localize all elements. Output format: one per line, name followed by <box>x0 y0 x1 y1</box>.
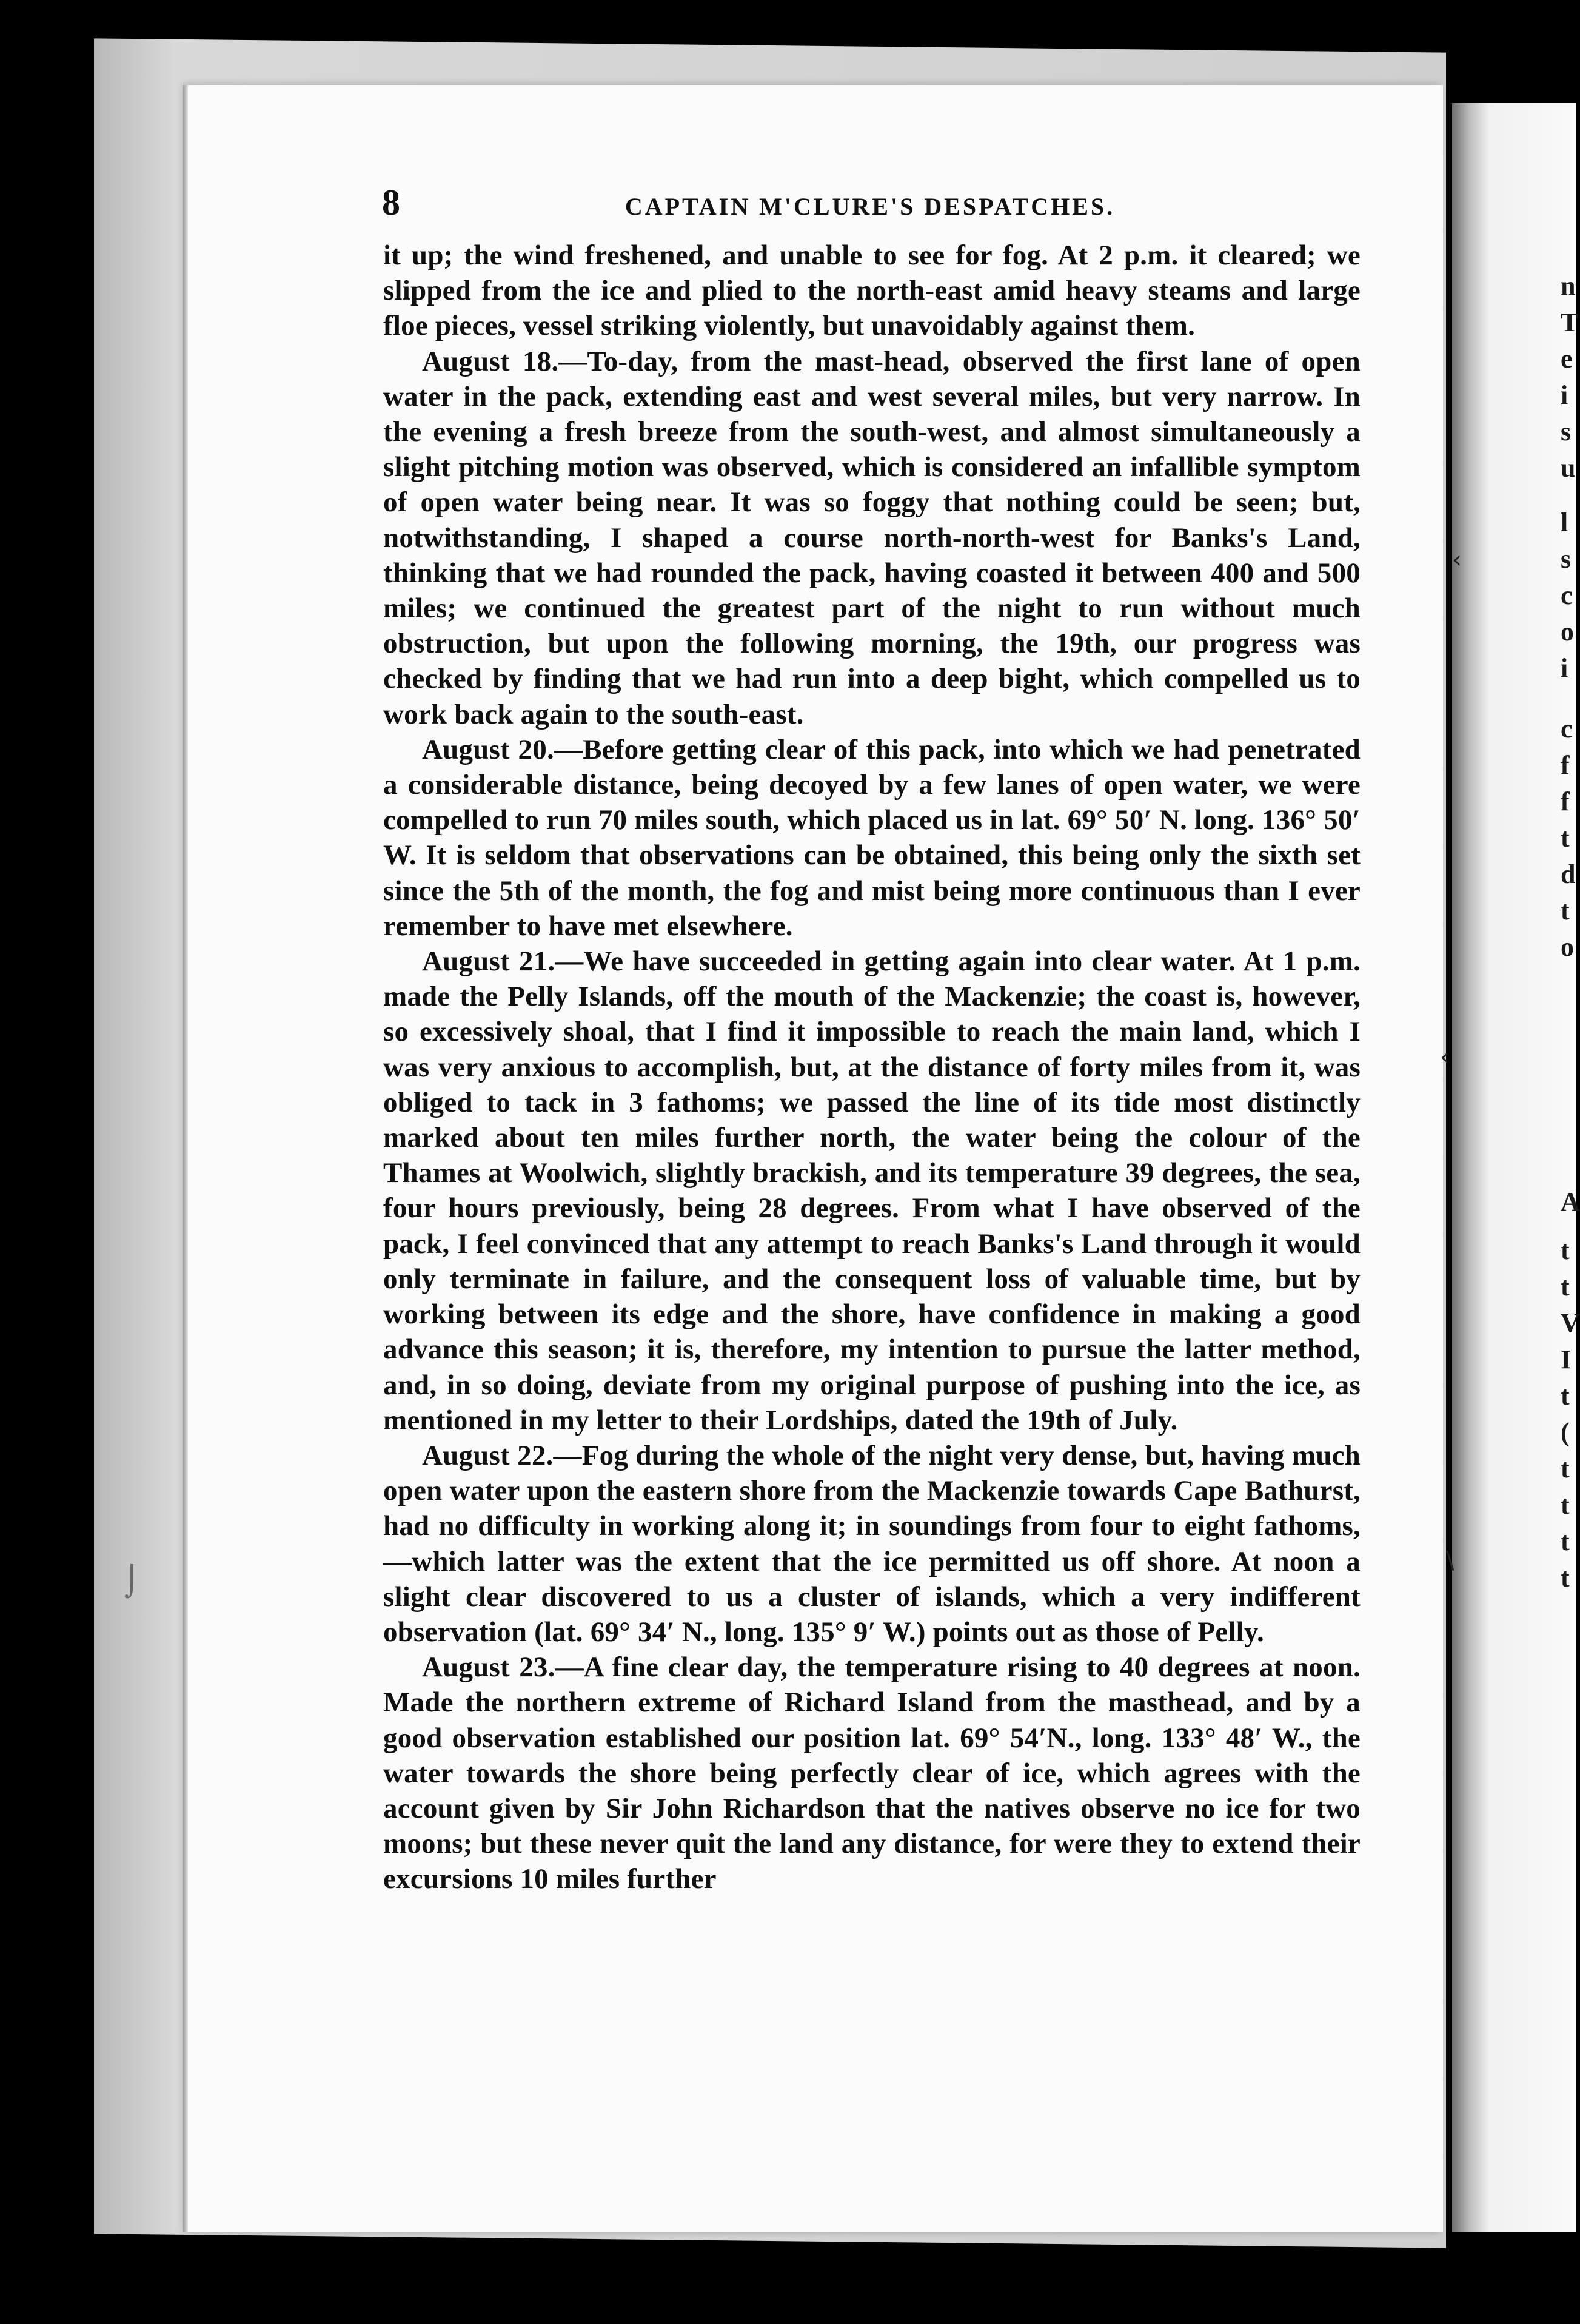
next-page-letter: c <box>1561 580 1573 610</box>
page-number: 8 <box>382 183 400 223</box>
next-page-letter: A <box>1561 1187 1580 1217</box>
next-page-letter: V <box>1561 1308 1580 1338</box>
next-page-letter: d <box>1561 859 1576 889</box>
next-page-letter: i <box>1561 380 1568 410</box>
next-page-letter: ( <box>1561 1417 1570 1447</box>
next-page-letter: s <box>1561 544 1572 574</box>
next-page-letter: n <box>1561 271 1576 301</box>
next-page-letter: o <box>1561 617 1574 646</box>
running-head: CAPTAIN M'CLURE'S DESPATCHES. <box>624 193 1116 220</box>
next-page-letter: f <box>1561 787 1570 816</box>
next-page-letter: t <box>1561 823 1570 853</box>
next-page-letter: l <box>1561 508 1568 537</box>
paragraph-continuation: it up; the wind freshened, and unable to see for fog. At 2 p.m. it cleared; we slipped from the ice and plied to the north-east amid heavy steams and large floe pieces, vessel striking violently, but unavoidably against them. <box>383 240 1361 342</box>
next-page-letter: t <box>1561 1490 1570 1520</box>
body-text <box>383 238 1361 2178</box>
next-page-letter: e <box>1561 344 1573 374</box>
next-page-letter: i <box>1561 653 1568 683</box>
next-page-letter: c <box>1561 714 1573 744</box>
next-page-letter: s <box>1561 417 1572 446</box>
next-page-letter: t <box>1561 1381 1570 1411</box>
next-page-letter: t <box>1561 896 1570 925</box>
paragraph-august-20: August 20.—Before getting clear of this pack, into which we had penetrated a considerable distance, being decoyed by a few lanes of open water, we were compelled to run 70 miles south, which placed us in lat. 69° 50′ N. long. 136° 50′ W. It is seldom that observations can be obtained, this being only the sixth set since the 5th of the month, the fog and mist being more continuous than I ever remember to have met elsewhere. <box>383 733 1361 942</box>
next-page-letter: u <box>1561 453 1576 483</box>
pencil-mark-icon: ⌡ <box>124 1565 140 1599</box>
page-header <box>382 182 1358 224</box>
paragraph-august-23: August 23.—A fine clear day, the temperature rising to 40 degrees at noon. Made the northern extreme of Richard Island from the masthead, and by a good observation established our position lat. 69° 54′N., long. 133° 48′ W., the water towards the shore being perfectly clear of ice, which agrees with the account given by Sir John Richardson that the natives observe no ice for two moons; but these never quit the land any distance, for were they to extend their excursions 10 miles further <box>383 1651 1361 1895</box>
edge-tick-icon: ‹ <box>1440 1043 1450 1071</box>
next-page-letter: t <box>1561 1235 1570 1265</box>
edge-tick-icon: \ <box>1446 1547 1454 1574</box>
next-page-letter: T <box>1561 307 1579 337</box>
next-page-letter: t <box>1561 1526 1570 1556</box>
next-page-letter: t <box>1561 1272 1570 1301</box>
paragraph-august-22: August 22.—Fog during the whole of the night very dense, but, having much open water upon the eastern shore from the Mackenzie towards Cape Bathurst, had no difficulty in working along it; in soundings from four to eight fathoms,—which latter was the extent that the ice permitted us off shore. At noon a slight clear discovered to us a cluster of islands, which a very indifferent observation (lat. 69° 34′ N., long. 135° 9′ W.) points out as those of Pelly. <box>383 1439 1361 1648</box>
next-page-letter: o <box>1561 932 1574 962</box>
edge-tick-icon: ‹ <box>1452 546 1462 574</box>
next-page-letter: I <box>1561 1345 1572 1374</box>
paragraph-august-21: August 21.—We have succeeded in getting again into clear water. At 1 p.m. made the Pelly Islands, off the mouth of the Mackenzie; the coast is, however, so excessively shoal, that I find it impossible to reach the main land, which I was very anxious to accomplish, but, at the distance of forty miles from it, was obliged to tack in 3 fathoms; we passed the line of its tide most distinctly marked about ten miles further north, the water being the colour of the Thames at Woolwich, slightly brackish, and its temperature 39 degrees, the sea, four hours previously, being 28 degrees. From what I have observed of the pack, I feel convinced that any attempt to reach Banks's Land through it would only terminate in failure, and the consequent loss of valuable time, but by working between its edge and the shore, have confidence in making a good advance this season; it is, therefore, my intention to pursue the latter method, and, in so doing, deviate from my original purpose of pushing into the ice, as mentioned in my letter to their Lordships, dated the 19th of July. <box>383 945 1361 1436</box>
next-page-letter: t <box>1561 1454 1570 1483</box>
next-page-letters <box>1557 103 1580 2232</box>
next-page-letter: f <box>1561 750 1570 780</box>
next-page-letter: t <box>1561 1563 1570 1593</box>
paragraph-august-18: August 18.—To-day, from the mast-head, observed the first lane of open water in the pack, extending east and west several miles, but very narrow. In the evening a fresh breeze from the south-west, and almost simultaneously a slight pitching motion was observed, which is considered an infallible symptom of open water being near. It was so foggy that nothing could be seen; but, notwithstanding, I shaped a course north-north-west for Banks's Land, thinking that we had rounded the pack, having coasted it between 400 and 500 miles; we continued the greatest part of the night to run without much obstruction, but upon the following morning, the 19th, our progress was checked by finding that we had run into a deep bight, which compelled us to work back again to the south-east. <box>383 345 1361 730</box>
